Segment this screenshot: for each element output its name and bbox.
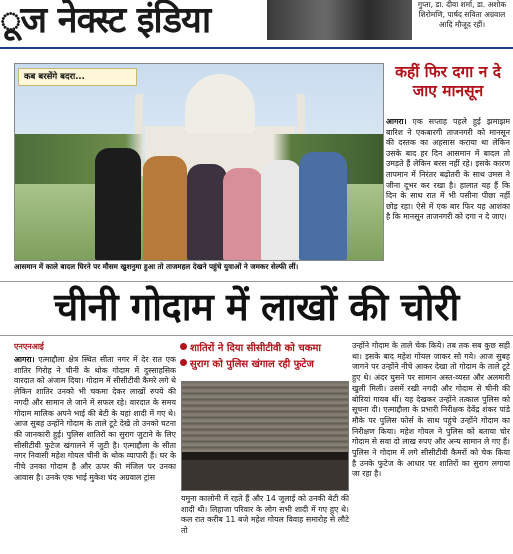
theft-dateline: आगरा। bbox=[14, 355, 35, 364]
photo-tag: कब बरसेंगे बदरा... bbox=[18, 68, 137, 86]
taj-mahal-selfie-photo bbox=[14, 63, 384, 261]
headline-rule-top bbox=[0, 281, 513, 282]
monsoon-body-text: एक सप्ताह पहले हुई झमाझम बारिश ने एकबारगी ताजनगरी को मानसून की दस्तक का अहसास कराया था लेकिन उसके बाद हर दिन आसमान में बादल तो उमड़ते हैं लेकिन बरस नहीं रहे। इसके कारण तापमान में निरंतर बढ़ोतरी के साथ उमस ने जीना दूभर कर रखा है। हालात यह हैं कि दिन के साथ रात में भी पसीना पीछा नहीं छोड़ रहा। ऐसे में एक बार फिर यह आशंका है कि मानसून ताजनगरी को दगा न दे जाए। bbox=[386, 117, 510, 222]
top-strip-caption: गुप्ता, डा. दीवा शर्मा, डा. अशोक शिरोमणि, पार्षद सविता अग्रवाल आदि मौजूद रहीं। bbox=[417, 0, 507, 29]
bullet-icon bbox=[180, 359, 187, 366]
subhead-footage: सुराग को पुलिस खंगाल रही फुटेज bbox=[180, 358, 350, 372]
monsoon-article-body bbox=[386, 117, 510, 280]
godown-shutter-photo bbox=[181, 381, 349, 491]
top-strip-photo bbox=[267, 0, 412, 40]
headline-rule-bottom bbox=[0, 335, 513, 336]
theft-headline: चीनी गोदाम में लाखों की चोरी bbox=[54, 285, 459, 329]
photo-caption: आसमान में काले बादल घिरने पर मौसम खुशनुमा हुआ तो ताजमहल देखने पहुंचे युवाओं ने जमकर सेल्फी लीं। bbox=[14, 262, 299, 271]
masthead bbox=[0, 0, 262, 46]
masthead-title: ूज नेक्स्ट इंडिया bbox=[0, 0, 211, 41]
masthead-rule bbox=[0, 47, 513, 49]
bullet-icon bbox=[180, 343, 187, 350]
theft-col1-text: एत्माद्दौला क्षेत्र स्थित सीता नगर में देर रात एक शातिर गिरोह ने चीनी के थोक गोदाम में दुस्साहसिक वारदात को अंजाम दिया। गोदाम में सीसीटीवी कैमरे लगे थे लेकिन शातिर उनको भी चकमा देकर लाखों रुपये की नगदी और सामान ले जाने में सफल रहे। वारदात के समय गोदाम मालिक अपने भाई की बेटी के यहां शादी में गए थे। आज सुबह उन्होंने गोदाम के ताले टूटे देखे तो उनको घटना की जानकारी हुई। पुलिस शातिरों का सुराग जुटाने के लिए सीसीटीवी फुटेज खंगालने में जुटी है। एत्माद्दौला के सीता नगर निवासी महेश गोयल चीनी के थोक व्यापारी हैं। घर के नीचे उनका गोदाम है और ऊपर की मंजिल पर उनका आवास है। उनके एक भाई मुकेश चंद अग्रवाल ट्रांस bbox=[14, 355, 176, 482]
byline: एनएनआई bbox=[14, 342, 44, 351]
theft-article-column-2: यमुना कालोनी में रहते हैं और 14 जुलाई को उनकी बेटी की शादी थी। लिहाजा परिवार के लोग सभी शादी में गए हुए थे। कल रात करीब 11 बजे महेश गोयल विवाह समारोह से लौटे तो bbox=[181, 494, 349, 536]
subhead-cctv: शातिरों ने दिया सीसीटीवी को चकमा bbox=[180, 342, 350, 356]
theft-article-column-3: उन्होंने गोदाम के ताले चेक किये। तब तक सब कुछ सही था। इसके बाद महेश गोयल जाकर सो गये। आज सुबह जागने पर उन्होंने नीचे आकर देखा तो गोदाम के ताले टूटे हुए थे। अंदर घुसने पर सामान अस्त-व्यस्त और अलमारी खुली मिली। उसमें रखी नगदी और गोदाम से चीनी की बोरियां गायब थीं। यह देखकर उन्होंने तत्काल पुलिस को सूचना दी। एत्माद्दौला के प्रभारी निरीक्षक देवेंद्र शंकर पांडे मौके पर पुलिस फोर्स के साथ पहुंचे उन्होंने गोदाम का निरीक्षण किया। महेश गोयल ने पुलिस को बताया चोर गोदाम से सवा दो लाख रुपए और अन्य सामान ले गए हैं। पुलिस ने गोदाम में लगे सीसीटीवी कैमरों को चेक किया है उनके फुटेज के आधार पर शातिरों का सुराग लगाया जा रहा है। bbox=[352, 341, 510, 479]
theft-article-column-1 bbox=[14, 355, 176, 551]
monsoon-headline: कहीं फिर दगा न दे जाए मानसून bbox=[395, 63, 501, 100]
monsoon-dateline: आगरा। bbox=[386, 117, 407, 126]
